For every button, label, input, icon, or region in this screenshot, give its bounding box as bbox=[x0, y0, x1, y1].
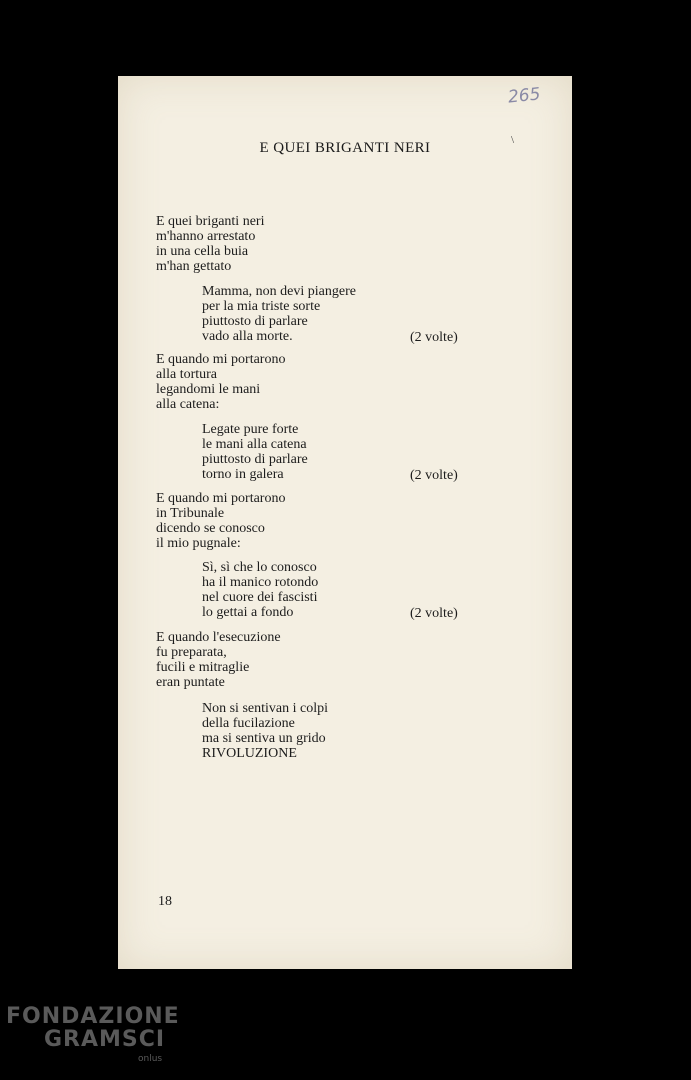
verse-line: fu preparata, bbox=[156, 645, 227, 660]
verse-line: m'han gettato bbox=[156, 259, 232, 274]
verse-line: per la mia triste sorte bbox=[202, 299, 321, 314]
verse-line: dicendo se conosco bbox=[156, 521, 265, 536]
verse-line: alla tortura bbox=[156, 367, 218, 382]
verse-line: le mani alla catena bbox=[202, 437, 307, 452]
verse-line: piuttosto di parlare bbox=[202, 314, 308, 329]
handwritten-page-note: 265 bbox=[507, 84, 542, 108]
verse-line: E quando l'esecuzione bbox=[156, 630, 281, 645]
verse-line: eran puntate bbox=[156, 675, 225, 690]
margin-mark: \ bbox=[511, 134, 515, 146]
verse-line: ha il manico rotondo bbox=[202, 575, 319, 590]
verse-line: Non si sentivan i colpi bbox=[202, 701, 328, 716]
verse-line: lo gettai a fondo bbox=[202, 605, 294, 620]
verse-line: nel cuore dei fascisti bbox=[202, 590, 318, 605]
verse-line: Sì, sì che lo conosco bbox=[202, 560, 317, 575]
verse-line: Legate pure forte bbox=[202, 422, 299, 437]
verse-line: E quando mi portarono bbox=[156, 352, 286, 367]
verse-line: fucili e mitraglie bbox=[156, 660, 250, 675]
poem-title: E QUEI BRIGANTI NERI bbox=[259, 140, 431, 156]
verse-line: E quando mi portarono bbox=[156, 491, 286, 506]
repeat-note: (2 volte) bbox=[410, 330, 458, 345]
verse-line: RIVOLUZIONE bbox=[202, 746, 297, 761]
verse-line: in una cella buia bbox=[156, 244, 249, 259]
verse-line: il mio pugnale: bbox=[156, 536, 241, 551]
logo-line-1: FONDAZIONE bbox=[6, 1004, 180, 1029]
fondazione-gramsci-logo bbox=[6, 1004, 180, 1064]
verse-line: E quei briganti neri bbox=[156, 214, 265, 229]
page-number: 18 bbox=[158, 894, 172, 909]
verse-line: m'hanno arrestato bbox=[156, 229, 256, 244]
verse-line: in Tribunale bbox=[156, 506, 225, 521]
verse-line: alla catena: bbox=[156, 397, 220, 412]
verse-line: legandomi le mani bbox=[156, 382, 261, 397]
verse-line: piuttosto di parlare bbox=[202, 452, 308, 467]
verse-line: torno in galera bbox=[202, 467, 284, 482]
repeat-note: (2 volte) bbox=[410, 606, 458, 621]
verse-line: della fucilazione bbox=[202, 716, 295, 731]
verse-line: vado alla morte. bbox=[202, 329, 293, 344]
logo-line-2: GRAMSCI bbox=[44, 1027, 166, 1052]
document-page bbox=[118, 76, 572, 969]
repeat-note: (2 volte) bbox=[410, 468, 458, 483]
verse-line: ma si sentiva un grido bbox=[202, 731, 326, 746]
verse-line: Mamma, non devi piangere bbox=[202, 284, 356, 299]
logo-line-3: onlus bbox=[138, 1054, 163, 1064]
